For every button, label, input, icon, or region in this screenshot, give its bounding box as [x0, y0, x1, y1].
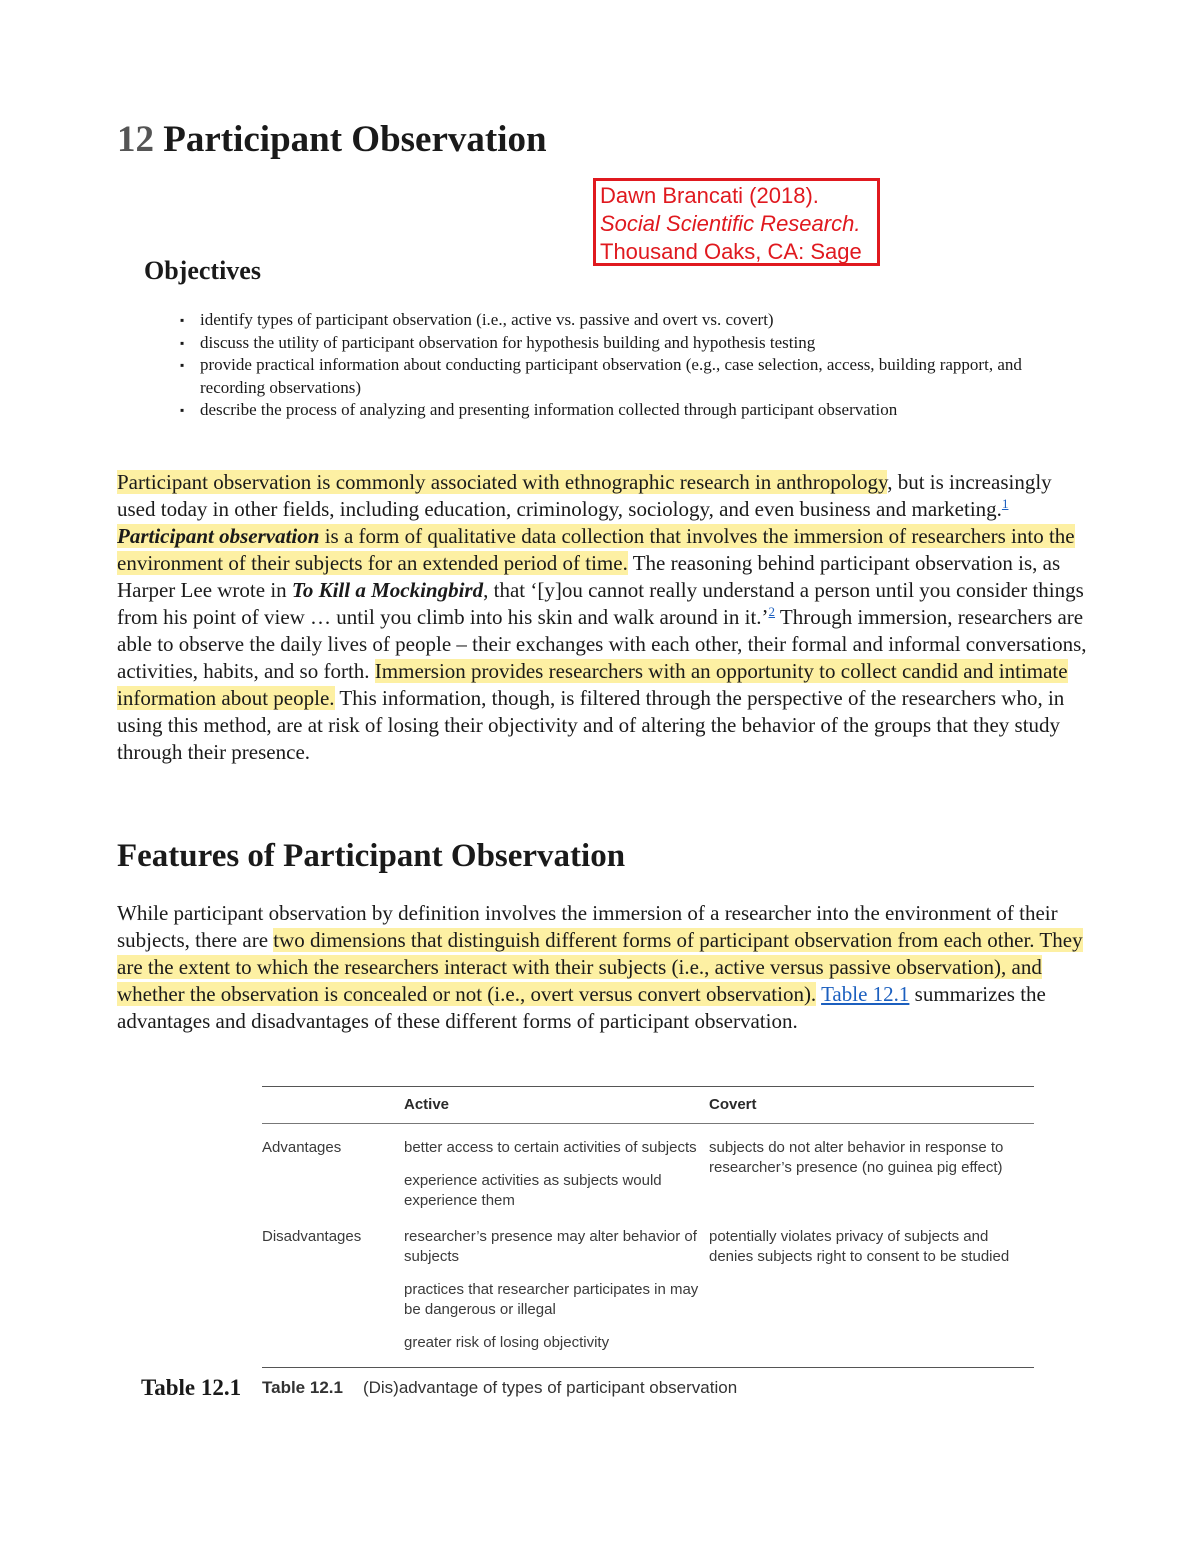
cell-text: potentially violates privacy of subjects and denies subjects right to consent to be studied	[709, 1228, 1010, 1265]
body-text: The reasoning behind participant observation is, as Harper Lee wrote in	[117, 551, 1061, 602]
table-caption-text: (Dis)advantage of types of participant observation	[362, 1378, 738, 1397]
objectives-list	[180, 309, 1060, 422]
table-row	[262, 1211, 1034, 1353]
highlighted-definition-text: is a form of qualitative data collection that involves the immersion of researchers into the environment of their subjects for an extended period of time.	[117, 524, 1075, 575]
objectives-heading: Objectives	[144, 256, 261, 285]
table-caption-label: Table 12.1	[141, 1375, 242, 1400]
row-label: Disadvantages	[262, 1228, 362, 1245]
row-label: Advantages	[262, 1139, 342, 1156]
bullet-icon: ▪	[180, 358, 185, 372]
objective-item	[180, 332, 1060, 355]
highlighted-text: Participant observation is commonly associated with ethnographic research in anthropology	[117, 470, 888, 494]
covert-cell	[709, 1227, 1034, 1353]
objective-text: describe the process of analyzing and presenting information collected through participant observation	[200, 400, 898, 419]
highlighted-text: Immersion provides researchers with an opportunity to collect candid and intimate information about people.	[117, 659, 1068, 710]
objective-item	[180, 354, 1060, 399]
chapter-title-text: Participant Observation	[163, 119, 547, 160]
bullet-icon: ▪	[180, 335, 185, 350]
features-paragraph	[117, 900, 1087, 1035]
chapter-number: 12	[117, 119, 154, 160]
table-header-row	[262, 1087, 1034, 1115]
citation-author: Dawn Brancati (2018).	[600, 183, 819, 208]
highlighted-text: two dimensions that distinguish different forms of participant observation from each other. They are the extent to which the researchers interact with their subjects (i.e., active versus passive observation), and whether the observation is concealed or not (i.e., overt versus convert observation).	[117, 928, 1083, 1006]
active-cell	[404, 1227, 709, 1353]
cell-text: practices that researcher participates in may be dangerous or illegal	[404, 1281, 699, 1318]
table-header-active: Active	[404, 1096, 450, 1113]
objective-item	[180, 399, 1060, 422]
cell-text: better access to certain activities of subjects	[404, 1139, 697, 1156]
table-header-covert: Covert	[709, 1096, 757, 1113]
body-text: While participant observation by definition involves the immersion of a researcher into the environment of their subjects, there are	[117, 901, 1058, 952]
advantages-table	[262, 1086, 1034, 1368]
citation-book-title: Social Scientific Research.	[600, 211, 861, 236]
body-text: summarizes the advantages and disadvantages of these different forms of participant observation.	[117, 982, 1046, 1033]
bullet-icon: ▪	[180, 313, 185, 327]
book-title: To Kill a Mockingbird	[291, 578, 484, 602]
body-text: This information, though, is filtered through the perspective of the researchers who, in using this method, are at risk of losing their objectivity and of altering the behavior of the groups that they study through their presence.	[117, 686, 1065, 764]
footnote-link-2[interactable]: 2	[768, 604, 776, 619]
objective-text: identify types of participant observation (i.e., active vs. passive and overt vs. covert)	[200, 310, 774, 329]
cell-text: researcher’s presence may alter behavior of subjects	[404, 1228, 697, 1265]
body-text: , that ‘[y]ou cannot really understand a person until you consider things from his point of view … until you climb into his skin and walk around in it.’	[117, 578, 1084, 629]
objective-item	[180, 309, 1060, 332]
cell-text: experience activities as subjects would experience them	[404, 1172, 662, 1209]
citation-box	[593, 178, 880, 266]
covert-cell	[709, 1138, 1034, 1211]
cell-text: greater risk of losing objectivity	[404, 1334, 610, 1351]
citation-publisher: Thousand Oaks, CA: Sage	[600, 239, 862, 264]
body-text: Through immersion, researchers are able to observe the daily lives of people – their exchanges with each other, their formal and informal conversations, activities, habits, and so forth.	[117, 605, 1087, 683]
intro-paragraph	[117, 469, 1087, 766]
table-caption-number: Table 12.1	[262, 1378, 343, 1397]
table-link[interactable]: Table 12.1	[821, 982, 910, 1006]
body-text: , but is increasingly used today in other fields, including education, criminology, sociology, and even business and marketing.	[117, 470, 1052, 521]
table-caption	[262, 1376, 737, 1400]
chapter-title	[117, 116, 547, 164]
objective-text: discuss the utility of participant observation for hypothesis building and hypothesis testing	[200, 332, 816, 352]
table-row	[262, 1124, 1034, 1211]
term-definition: Participant observation	[117, 524, 320, 548]
table-bottom-rule	[262, 1367, 1034, 1368]
footnote-link-1[interactable]: 1	[1001, 496, 1009, 511]
active-cell	[404, 1138, 709, 1211]
bullet-icon: ▪	[180, 403, 185, 417]
objective-text: provide practical information about conducting participant observation (e.g., case selection, access, building rapport, and recording observations)	[200, 355, 1022, 397]
table-header-cell	[262, 1095, 404, 1115]
cell-text: subjects do not alter behavior in response to researcher’s presence (no guinea pig effect)	[709, 1139, 1004, 1176]
section-heading: Features of Participant Observation	[117, 838, 626, 874]
